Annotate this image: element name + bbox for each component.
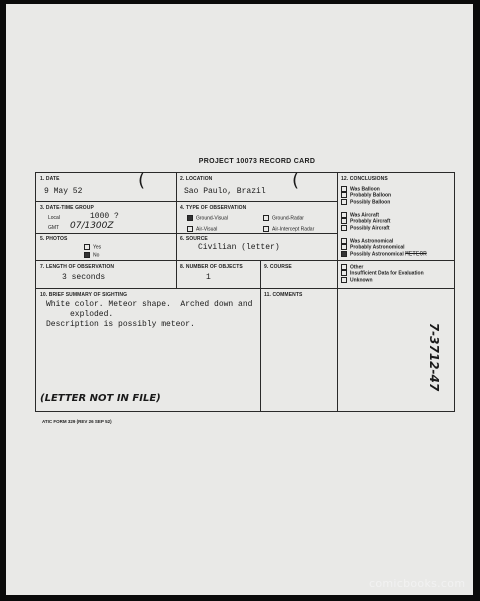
conclusion-stamp: METEOR bbox=[405, 249, 427, 257]
location-label: 2. LOCATION bbox=[180, 176, 213, 182]
checkbox bbox=[263, 215, 269, 221]
handwritten-note: (LETTER NOT IN FILE) bbox=[40, 393, 161, 404]
bracket-mark: ( bbox=[138, 170, 146, 191]
col-divider-3 bbox=[176, 260, 177, 288]
photos-label: 5. PHOTOS bbox=[40, 236, 68, 242]
col-divider-4 bbox=[260, 260, 261, 412]
checkbox bbox=[341, 225, 347, 231]
checkbox bbox=[84, 244, 90, 250]
conclusion-group-other bbox=[341, 264, 424, 283]
checkbox bbox=[341, 264, 347, 270]
conclusion-item: Was Balloon bbox=[341, 186, 391, 192]
course-label: 9. COURSE bbox=[264, 264, 292, 270]
photos-option-yes: Yes bbox=[84, 244, 101, 250]
col-divider-2 bbox=[337, 172, 338, 412]
checkbox bbox=[341, 199, 347, 205]
watermark: comicbooks.com bbox=[369, 577, 466, 590]
checkbox bbox=[187, 226, 193, 232]
checkbox bbox=[341, 270, 347, 276]
comments-label: 11. COMMENTS bbox=[264, 292, 303, 298]
checkbox bbox=[263, 226, 269, 232]
dtg-label: 3. DATE-TIME GROUP bbox=[40, 205, 94, 211]
gmt-value: 07/1300Z bbox=[70, 221, 114, 231]
checkbox-checked bbox=[84, 252, 90, 258]
conclusion-item: Possibly Balloon bbox=[341, 199, 391, 205]
side-note: 7-3712-47 bbox=[427, 322, 442, 392]
checkbox bbox=[341, 277, 347, 283]
summary-line-2: exploded. bbox=[46, 310, 114, 319]
row-divider-2 bbox=[35, 233, 337, 234]
location-value: Sao Paulo, Brazil bbox=[184, 187, 266, 196]
date-label: 1. DATE bbox=[40, 176, 60, 182]
checkbox bbox=[341, 186, 347, 192]
num-objects-label: 8. NUMBER OF OBJECTS bbox=[180, 264, 243, 270]
checkbox-checked bbox=[341, 251, 347, 257]
type-obs-option-air-visual: Air-Visual bbox=[187, 226, 217, 232]
num-objects-value: 1 bbox=[206, 273, 211, 282]
checkbox bbox=[341, 218, 347, 224]
conclusion-item: Probably Balloon bbox=[341, 192, 391, 198]
conclusion-item: Possibly Astronomical METEOR bbox=[341, 251, 427, 257]
card-title: PROJECT 10073 RECORD CARD bbox=[198, 158, 316, 165]
conclusion-item: Probably Aircraft bbox=[341, 218, 390, 224]
conclusion-item: Insufficient Data for Evaluation bbox=[341, 270, 424, 276]
conclusion-item: Other bbox=[341, 264, 424, 270]
length-value: 3 seconds bbox=[62, 273, 106, 282]
row-divider-4 bbox=[35, 288, 455, 289]
source-label: 6. SOURCE bbox=[180, 236, 208, 242]
conclusion-item: Was Aircraft bbox=[341, 212, 390, 218]
local-label: Local bbox=[48, 215, 60, 221]
checkbox-checked bbox=[187, 215, 193, 221]
checkbox bbox=[341, 212, 347, 218]
gmt-label: GMT bbox=[48, 225, 60, 231]
conclusion-item: Unknown bbox=[341, 277, 424, 283]
summary-label: 10. BRIEF SUMMARY OF SIGHTING bbox=[40, 292, 128, 298]
row-divider-1 bbox=[35, 201, 337, 202]
type-obs-option-air-intercept-radar: Air-Intercept Radar bbox=[263, 226, 314, 232]
checkbox bbox=[341, 192, 347, 198]
checkbox bbox=[341, 244, 347, 250]
conclusion-item: Possibly Aircraft bbox=[341, 225, 390, 231]
conclusion-group-astronomical bbox=[341, 238, 427, 257]
row-divider-3 bbox=[35, 260, 455, 261]
type-obs-option-ground-visual: Ground-Visual bbox=[187, 215, 228, 221]
photos-option-no: No bbox=[84, 252, 99, 258]
type-obs-label: 4. TYPE OF OBSERVATION bbox=[180, 205, 247, 211]
length-label: 7. LENGTH OF OBSERVATION bbox=[40, 264, 115, 270]
bracket-mark: ( bbox=[292, 170, 300, 191]
col-divider-1 bbox=[176, 172, 177, 260]
type-obs-option-ground-radar: Ground-Radar bbox=[263, 215, 304, 221]
checkbox bbox=[341, 238, 347, 244]
source-value: Civilian (letter) bbox=[198, 243, 280, 252]
conclusion-item: Probably Astronomical bbox=[341, 244, 427, 250]
conclusion-item: Was Astronomical bbox=[341, 238, 427, 244]
conclusions-label: 12. CONCLUSIONS bbox=[341, 176, 388, 182]
summary-line-1: White color. Meteor shape. Arched down and bbox=[46, 300, 253, 309]
conclusion-group-balloon bbox=[341, 186, 391, 205]
date-value: 9 May 52 bbox=[44, 187, 83, 196]
conclusion-group-aircraft bbox=[341, 212, 390, 231]
summary-line-3: Description is possibly meteor. bbox=[46, 320, 195, 329]
form-number: ATIC FORM 329 (REV 26 SEP 52) bbox=[42, 419, 112, 424]
local-value: 1000 ? bbox=[90, 212, 119, 221]
